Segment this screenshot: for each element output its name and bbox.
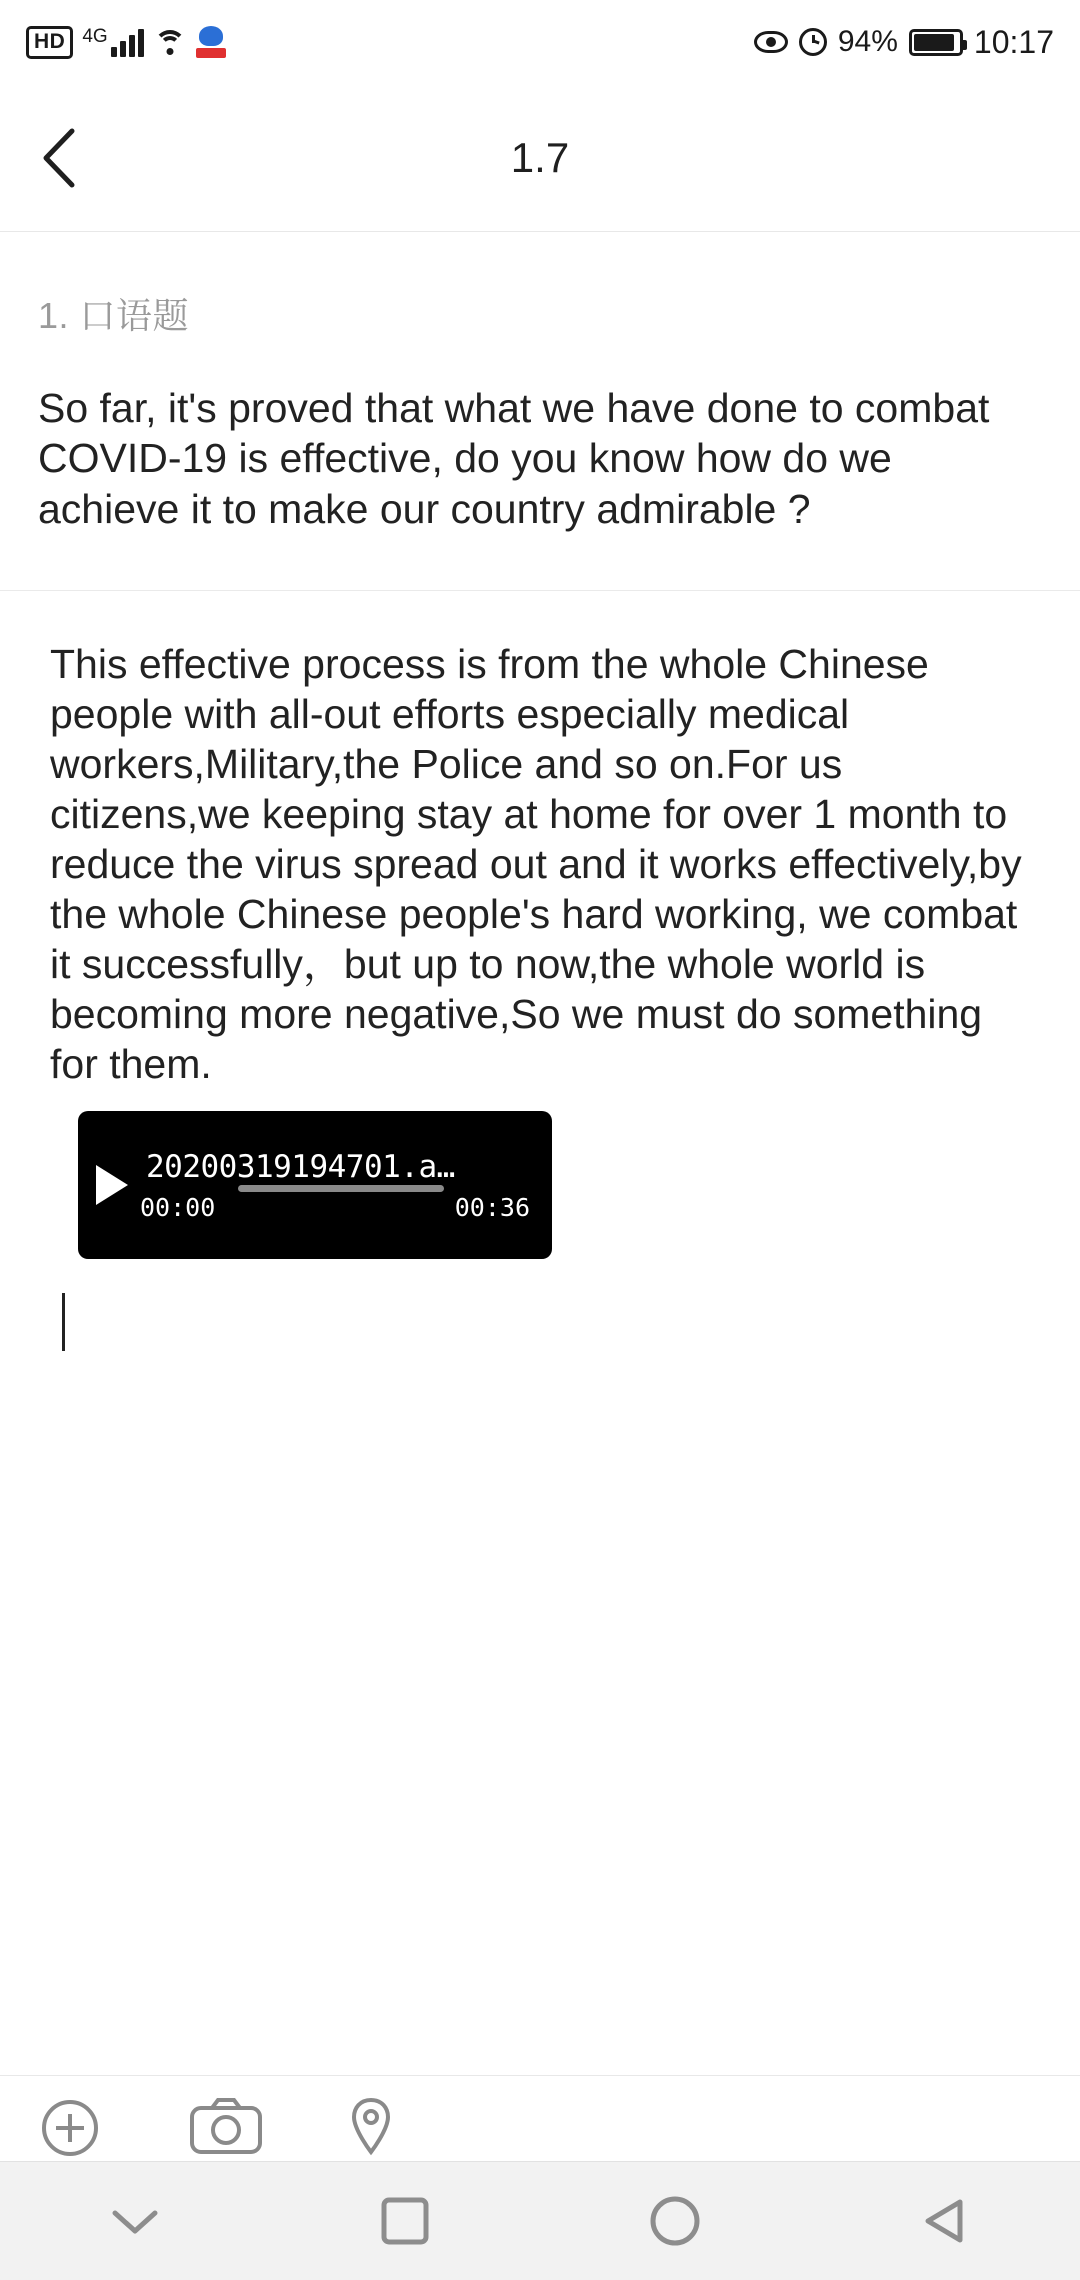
answer-block[interactable]	[0, 591, 1080, 2075]
text-cursor	[62, 1293, 65, 1351]
status-clock: 10:17	[973, 23, 1054, 60]
question-text: So far, it's proved that what we have done to combat COVID-19 is effective, do you know how do we achieve it to make our country admirable ?	[38, 385, 990, 532]
network-type-label: 4G	[82, 26, 108, 47]
chevron-left-icon	[38, 123, 84, 193]
alarm-icon	[799, 28, 827, 56]
battery-icon	[909, 29, 963, 56]
cellular-signal-icon	[82, 27, 143, 57]
audio-player[interactable]	[78, 1111, 552, 1259]
hd-badge: HD	[26, 26, 73, 59]
system-nav-bar	[0, 2161, 1080, 2280]
audio-duration: 00:36	[454, 1192, 530, 1222]
nav-back[interactable]	[870, 2162, 1020, 2280]
battery-percent-label: 94%	[837, 25, 898, 58]
play-icon[interactable]	[96, 1165, 128, 1205]
wifi-icon	[153, 28, 187, 56]
baidu-app-icon	[196, 26, 226, 58]
audio-progress-bar[interactable]	[238, 1185, 444, 1192]
signal-bars	[111, 27, 144, 57]
audio-current-time: 00:00	[140, 1192, 216, 1222]
add-icon[interactable]	[38, 2096, 102, 2161]
content-area	[0, 232, 1080, 2161]
eye-comfort-icon	[754, 31, 788, 53]
audio-times	[140, 1193, 530, 1222]
answer-text[interactable]: This effective process is from the whole Chinese people with all-out efforts especially medical workers,Military,the Police and so on.For us citizens,we keeping stay at home for over 1 month to reduce the virus spread out and it works effectively,by the whole Chinese people's hard working, we combat it successfully，but up to now,the whole world is becoming more negative,So we must do something for them.	[50, 641, 1033, 1088]
nav-recents[interactable]	[330, 2162, 480, 2280]
nav-home[interactable]	[600, 2162, 750, 2280]
audio-file-name: 20200319194701.a…	[146, 1148, 455, 1185]
triangle-left-icon	[918, 2194, 972, 2248]
nav-hide-keyboard[interactable]	[60, 2162, 210, 2280]
camera-icon[interactable]	[188, 2096, 264, 2161]
question-block	[0, 232, 1080, 591]
status-bar	[0, 0, 1080, 84]
question-label: 1. 口语题	[38, 295, 190, 336]
audio-attachment[interactable]	[50, 1089, 1030, 1259]
status-bar-left	[26, 26, 226, 59]
back-button[interactable]	[26, 123, 96, 193]
pin-icon[interactable]	[350, 2096, 392, 2161]
status-bar-right	[754, 24, 1054, 61]
page-title: 1.7	[510, 133, 570, 181]
editor-toolbar	[0, 2075, 1080, 2161]
title-bar	[0, 84, 1080, 232]
square-icon	[378, 2194, 432, 2248]
chevron-down-icon	[107, 2201, 163, 2241]
circle-icon	[647, 2193, 703, 2249]
